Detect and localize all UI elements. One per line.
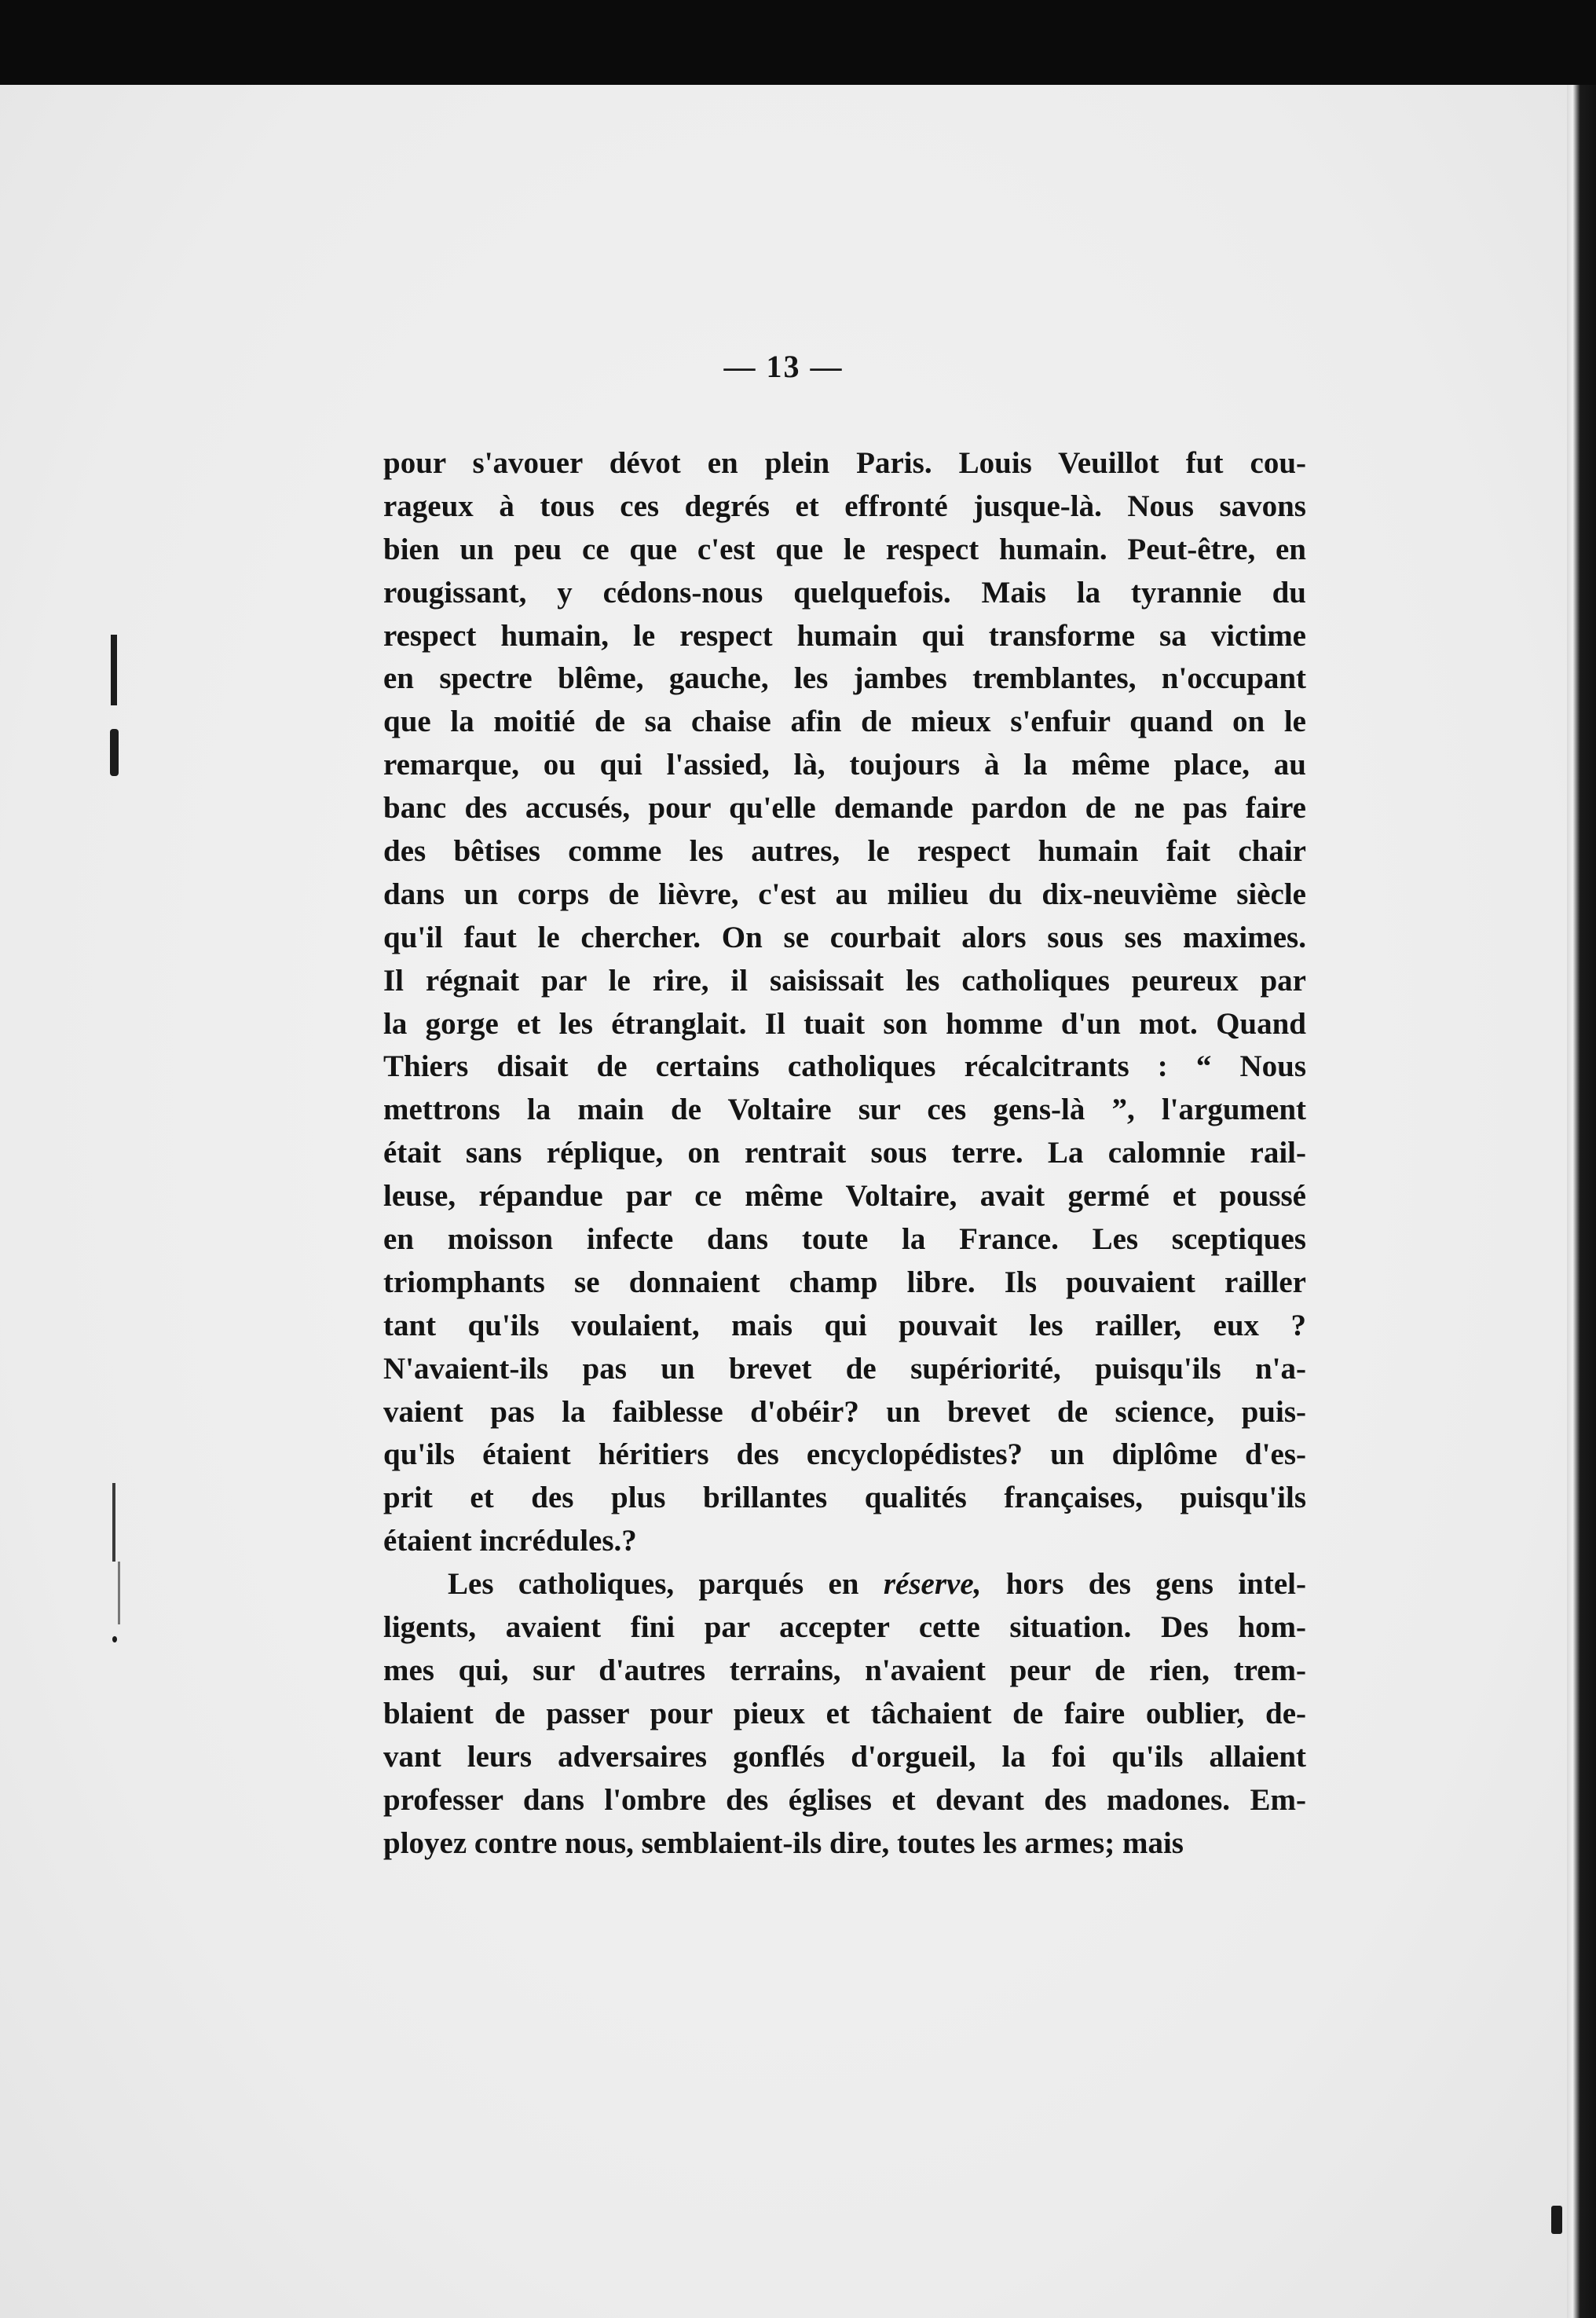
text-line: tant qu'ils voulaient, mais qui pouvait les railler, eux ? bbox=[383, 1308, 1306, 1342]
text-line: prit et des plus brillantes qualités françaises, puisqu'ils bbox=[383, 1481, 1306, 1515]
margin-artifact bbox=[110, 729, 119, 776]
text-line: était sans réplique, on rentrait sous terre. La calomnie rail- bbox=[383, 1136, 1306, 1170]
text-line: vant leurs adversaires gonflés d'orgueil, la foi qu'ils allaient bbox=[383, 1739, 1306, 1774]
text-line: banc des accusés, pour qu'elle demande pardon de ne pas faire bbox=[383, 791, 1306, 826]
text-line: respect humain, le respect humain qui transforme sa victime bbox=[383, 618, 1306, 653]
text-line: blaient de passer pour pieux et tâchaient de faire oublier, de- bbox=[383, 1696, 1306, 1730]
margin-artifact bbox=[111, 635, 117, 705]
text-line: que la moitié de sa chaise afin de mieux s'enfuir quand on le bbox=[383, 705, 1306, 739]
margin-artifact bbox=[112, 1636, 117, 1642]
text-line: Il régnait par le rire, il saisissait les catholiques peureux par bbox=[383, 963, 1306, 998]
text-line: Thiers disait de certains catholiques récalcitrants : “ Nous bbox=[383, 1049, 1306, 1084]
margin-artifact bbox=[112, 1483, 115, 1562]
text-line: mettrons la main de Voltaire sur ces gens-là ”, l'argument bbox=[383, 1093, 1306, 1127]
text-line: rougissant, y cédons-nous quelquefois. Mais la tyrannie du bbox=[383, 575, 1306, 610]
text-line: N'avaient-ils pas un brevet de supériorité, puisqu'ils n'a- bbox=[383, 1351, 1306, 1386]
text-line: triomphants se donnaient champ libre. Ils pouvaient railler bbox=[383, 1265, 1306, 1299]
text-line: des bêtises comme les autres, le respect humain fait chair bbox=[383, 834, 1306, 869]
text-line: vaient pas la faiblesse d'obéir? un brevet de science, puis- bbox=[383, 1394, 1306, 1429]
text-line: qu'ils étaient héritiers des encyclopédistes? un diplôme d'es- bbox=[383, 1437, 1306, 1472]
text-line: ligents, avaient fini par accepter cette situation. Des hom- bbox=[383, 1610, 1306, 1645]
text-line: étaient incrédules.? bbox=[383, 1524, 637, 1558]
text-line: mes qui, sur d'autres terrains, n'avaient peur de rien, trem- bbox=[383, 1653, 1306, 1687]
text-line: remarque, ou qui l'assied, là, toujours à la même place, au bbox=[383, 748, 1306, 782]
margin-artifact bbox=[118, 1562, 120, 1624]
text-line: en spectre blême, gauche, les jambes tremblantes, n'occupant bbox=[383, 661, 1306, 696]
text-line: leuse, répandue par ce même Voltaire, avait germé et poussé bbox=[383, 1179, 1306, 1214]
text-line: qu'il faut le chercher. On se courbait alors sous ses maximes. bbox=[383, 920, 1306, 954]
body-text bbox=[383, 442, 1306, 1865]
book-page bbox=[0, 85, 1567, 2318]
text-line: professer dans l'ombre des églises et devant des madones. Em- bbox=[383, 1782, 1306, 1817]
text-line: pour s'avouer dévot en plein Paris. Louis Veuillot fut cou- bbox=[383, 446, 1306, 480]
page-number: — 13 — bbox=[723, 349, 844, 384]
page-edge bbox=[1567, 85, 1596, 2318]
text-line: rageux à tous ces degrés et effronté jusque-là. Nous savons bbox=[383, 489, 1306, 523]
text-line: Les catholiques, parqués en réserve, hors des gens intel- bbox=[448, 1567, 1306, 1602]
text-line: ployez contre nous, semblaient-ils dire, toutes les armes; mais bbox=[383, 1825, 1184, 1860]
text-line: bien un peu ce que c'est que le respect humain. Peut-être, en bbox=[383, 532, 1306, 566]
text-line: dans un corps de lièvre, c'est au milieu du dix-neuvième siècle bbox=[383, 877, 1306, 911]
text-line: la gorge et les étranglait. Il tuait son homme d'un mot. Quand bbox=[383, 1006, 1306, 1041]
margin-artifact bbox=[1551, 2206, 1562, 2234]
text-line: en moisson infecte dans toute la France. Les sceptiques bbox=[383, 1222, 1306, 1257]
